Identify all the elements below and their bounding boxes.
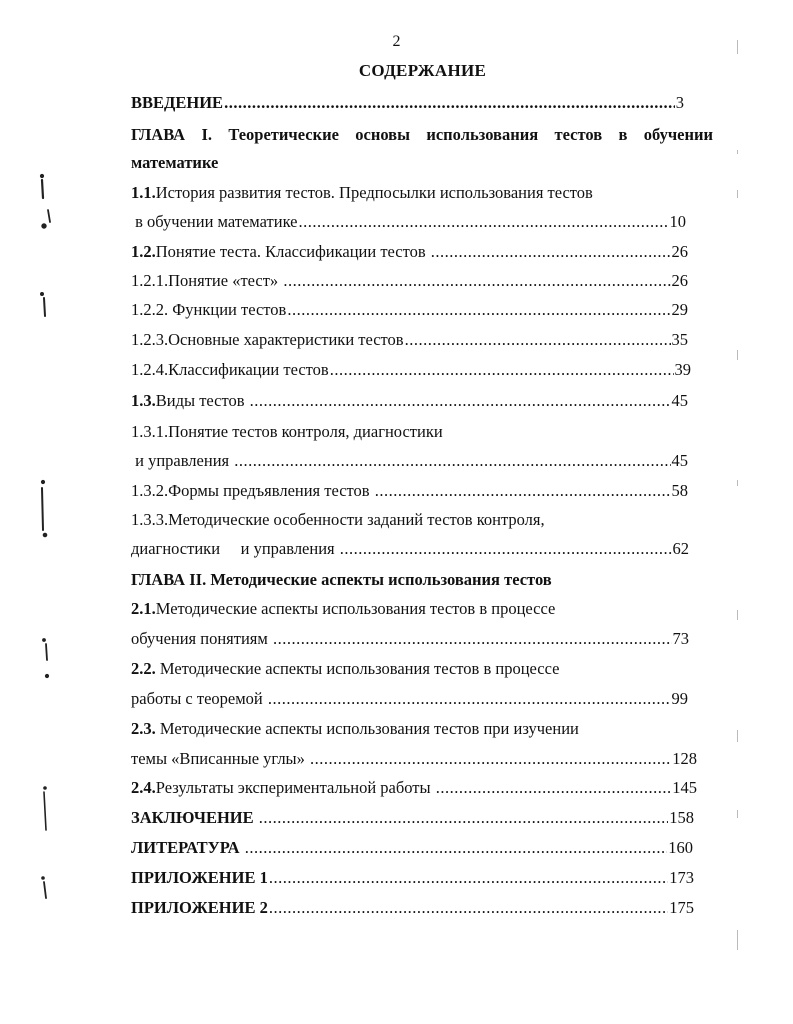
toc-entry-label: 1.2.3.Основные характеристики тестов <box>131 330 404 349</box>
toc-entry-label: диагностики и управления <box>131 539 339 558</box>
toc-entry-page: 26 <box>671 271 688 290</box>
toc-entry-label: Методические аспекты использования тестов при изучении <box>155 719 579 738</box>
toc-entry-1-3-3-line-1: 1.3.3.Методические особенности заданий тестов контроля, <box>131 510 545 529</box>
scan-binding-marks <box>30 170 80 910</box>
chapter-2-heading: ГЛАВА II. Методические аспекты использования тестов <box>131 570 552 589</box>
toc-entry-page: 58 <box>671 481 688 500</box>
section-number: 2.1. <box>131 599 156 618</box>
toc-entry-2-1 <box>131 629 689 649</box>
toc-entry-1-2-4 <box>131 360 691 380</box>
toc-entry-page: 45 <box>671 451 688 470</box>
section-number: 2.3. <box>131 719 156 738</box>
toc-entry-label: Понятие теста. Классификации тестов <box>155 242 430 261</box>
toc-entry-label: ПРИЛОЖЕНИЕ 2 <box>131 898 268 917</box>
toc-entry-2-4 <box>131 778 697 798</box>
toc-entry-label: Методические аспекты использования тестов в процессе <box>155 659 560 678</box>
section-number: 1.2. <box>131 242 156 261</box>
chapter-1-heading-line-1: ГЛАВА I. Теоретические основы использования тестов в обучении <box>131 125 713 144</box>
page-title: СОДЕРЖАНИЕ <box>358 61 487 80</box>
section-number: 2.4. <box>131 778 156 797</box>
dot-leader <box>259 808 669 828</box>
dot-leader <box>340 539 672 559</box>
dot-leader <box>405 330 671 350</box>
toc-entry-page: 10 <box>669 212 686 231</box>
toc-entry-1-2-2 <box>131 300 688 320</box>
toc-entry-appendix-2 <box>131 898 694 918</box>
section-number: 2.2. <box>131 659 156 678</box>
toc-entry-2-2-line-1 <box>131 659 559 679</box>
dot-leader <box>269 868 668 888</box>
dot-leader <box>299 212 669 232</box>
toc-entry-label: ПРИЛОЖЕНИЕ 1 <box>131 868 268 887</box>
toc-entry-appendix-1 <box>131 868 694 888</box>
dot-leader <box>234 451 670 471</box>
toc-entry-page: 145 <box>672 778 697 797</box>
toc-entry-1-3-1-line-1: 1.3.1.Понятие тестов контроля, диагностики <box>131 422 443 441</box>
section-number: 1.3. <box>131 391 156 410</box>
toc-entry-page: 128 <box>672 749 697 768</box>
toc-entry-intro <box>131 93 684 113</box>
toc-entry-1-3-2 <box>131 481 688 501</box>
scan-edge-marks <box>728 30 748 990</box>
toc-entry-page: 45 <box>671 391 688 410</box>
toc-entry-page: 99 <box>671 689 688 708</box>
dot-leader <box>436 778 672 798</box>
toc-entry-label: ЗАКЛЮЧЕНИЕ <box>131 808 258 827</box>
dot-leader <box>330 360 674 380</box>
dot-leader <box>310 749 671 769</box>
toc-entry-2-1-line-1 <box>131 599 555 619</box>
toc-entry-2-3-line-1 <box>131 719 579 739</box>
toc-entry-1-2-1 <box>131 271 688 291</box>
dot-leader <box>283 271 670 291</box>
toc-entry-2-2 <box>131 689 688 709</box>
toc-entry-label: 1.2.1.Понятие «тест» <box>131 271 283 290</box>
toc-entry-label: Виды тестов <box>155 391 249 410</box>
toc-entry-page: 39 <box>674 360 691 379</box>
toc-entry-label: 1.2.2. Функции тестов <box>131 300 287 319</box>
toc-entry-label: работы с теоремой <box>131 689 267 708</box>
toc-entry-page: 3 <box>675 93 684 112</box>
toc-entry-page: 62 <box>672 539 689 558</box>
toc-entry-page: 160 <box>668 838 693 857</box>
toc-entry-conclusion <box>131 808 694 828</box>
chapter-1-heading-line-2: математике <box>131 153 219 172</box>
dot-leader <box>245 838 668 858</box>
toc-entry-literature <box>131 838 693 858</box>
toc-entry-label: Результаты экспериментальной работы <box>155 778 435 797</box>
toc-entry-label: в обучении математике <box>131 212 298 231</box>
toc-entry-page: 175 <box>669 898 694 917</box>
toc-entry-label: ЛИТЕРАТУРА <box>131 838 244 857</box>
dot-leader <box>250 391 671 411</box>
toc-entry-1-3 <box>131 391 688 411</box>
toc-entry-page: 73 <box>672 629 689 648</box>
toc-entry-1-1 <box>131 212 686 232</box>
toc-entry-label: и управления <box>131 451 234 470</box>
dot-leader <box>269 898 668 918</box>
section-number: 1.1. <box>131 183 156 202</box>
dot-leader <box>268 689 671 709</box>
toc-entry-label: Методические аспекты использования тестов в процессе <box>155 599 556 618</box>
toc-entry-1-2-3 <box>131 330 688 350</box>
dot-leader <box>375 481 671 501</box>
toc-entry-1-3-1 <box>131 451 688 471</box>
toc-entry-page: 29 <box>671 300 688 319</box>
dot-leader <box>431 242 671 262</box>
toc-entry-1-1-line-1 <box>131 183 593 203</box>
toc-entry-label: обучения понятиям <box>131 629 272 648</box>
dot-leader <box>287 300 670 320</box>
toc-entry-2-3 <box>131 749 697 769</box>
toc-entry-label: 1.3.2.Формы предъявления тестов <box>131 481 374 500</box>
toc-entry-label: История развития тестов. Предпосылки использования тестов <box>155 183 593 202</box>
toc-entry-page: 173 <box>669 868 694 887</box>
toc-entry-1-2 <box>131 242 688 262</box>
toc-entry-label: 1.2.4.Классификации тестов <box>131 360 329 379</box>
toc-entry-label: ВВЕДЕНИЕ <box>131 93 224 112</box>
toc-entry-page: 35 <box>671 330 688 349</box>
dot-leader <box>273 629 672 649</box>
dot-leader <box>224 93 675 113</box>
toc-entry-label: темы «Вписанные углы» <box>131 749 310 768</box>
toc-entry-1-3-3 <box>131 539 689 559</box>
toc-entry-page: 158 <box>669 808 694 827</box>
toc-entry-page: 26 <box>671 242 688 261</box>
page-number: 2 <box>392 33 401 50</box>
